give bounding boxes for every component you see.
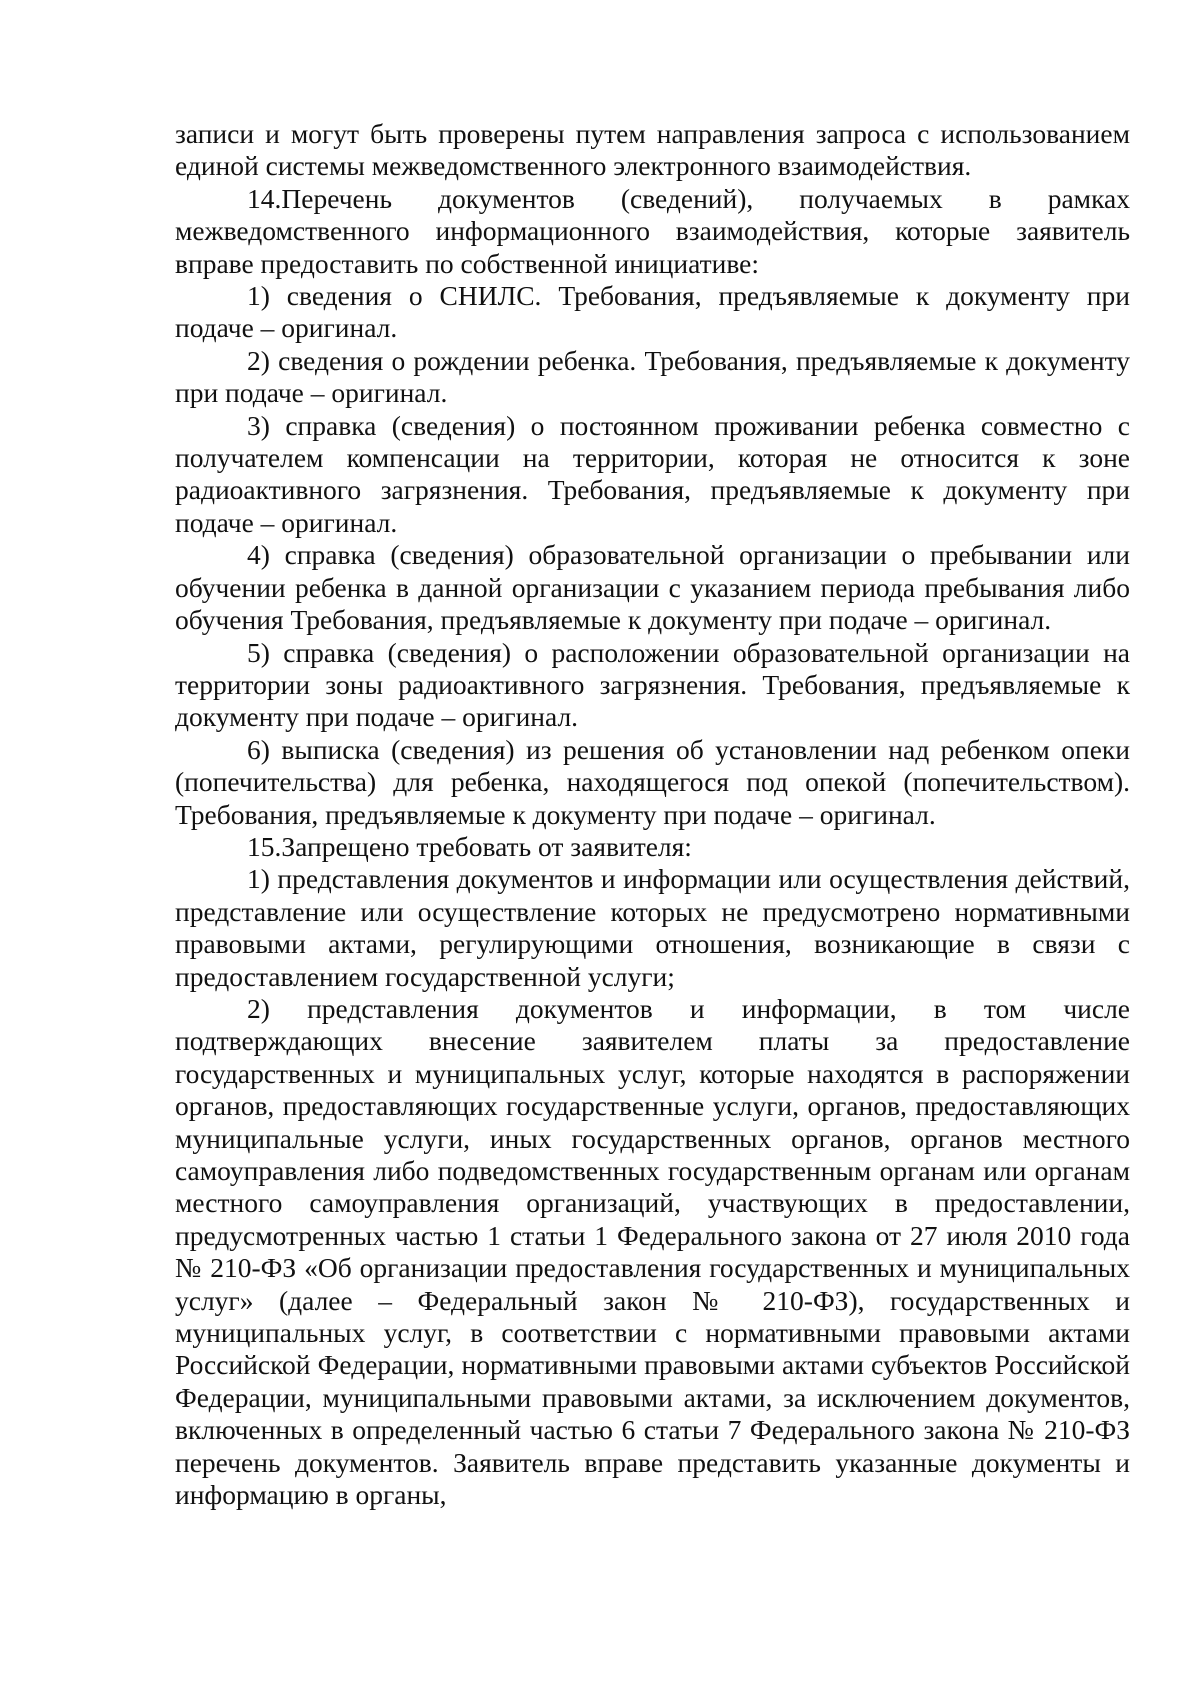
paragraph-list-item-5: 5) справка (сведения) о расположении образовательной организации на территории зоны радиоактивного загрязнения. Требования, предъявляемые к документу при подаче – оригинал.: [175, 636, 1130, 733]
paragraph-item-14: 14.Перечень документов (сведений), получаемых в рамках межведомственного информационного взаимодействия, которые заявитель вправе предоставить по собственной инициативе:: [175, 182, 1130, 279]
paragraph-prohibition-1: 1) представления документов и информации или осуществления действий, представление или осуществление которых не предусмотрено нормативными правовыми актами, регулирующими отношения, возникающие в связи с предоставлением государственной услуги;: [175, 863, 1130, 992]
paragraph-item-15: 15.Запрещено требовать от заявителя:: [247, 830, 692, 862]
paragraph-list-item-3: 3) справка (сведения) о постоянном проживании ребенка совместно с получателем компенсации на территории, которая не относится к зоне радиоактивного загрязнения. Требования, предъявляемые к документу при подаче – оригинал.: [175, 409, 1130, 538]
paragraph-continuation: записи и могут быть проверены путем направления запроса с использованием единой системы межведомственного электронного взаимодействия.: [175, 118, 1130, 182]
paragraph-list-item-1: 1) сведения о СНИЛС. Требования, предъявляемые к документу при подаче – оригинал.: [175, 280, 1130, 344]
paragraph-prohibition-2: 2) представления документов и информации, в том числе подтверждающих внесение заявителем платы за предоставление государственных и муниципальных услуг, которые находятся в распоряжении органов, предоставляющих государственные услуги, органов, предоставляющих муниципальные услуги, иных государственных органов, органов местного самоуправления либо подведомственных государственным органам или органам местного самоуправления организаций, участвующих в предоставлении, предусмотренных частью 1 статьи 1 Федерального закона от 27 июля 2010 года № 210-ФЗ «Об организации предоставления государственных и муниципальных услуг» (далее – Федеральный закон № 210-ФЗ), государственных и муниципальных услуг, в соответствии с нормативными правовыми актами Российской Федерации, нормативными правовыми актами субъектов Российской Федерации, муниципальными правовыми актами, за исключением документов, включенных в определенный частью 6 статьи 7 Федерального закона № 210-ФЗ перечень документов. Заявитель вправе представить указанные документы и информацию в органы,: [175, 992, 1130, 1511]
document-body: [175, 118, 1130, 1511]
paragraph-list-item-4: 4) справка (сведения) образовательной организации о пребывании или обучении ребенка в данной организации с указанием периода пребывания либо обучения Требования, предъявляемые к документу при подаче – оригинал.: [175, 539, 1130, 636]
paragraph-list-item-2: 2) сведения о рождении ребенка. Требования, предъявляемые к документу при подаче – оригинал.: [175, 344, 1130, 409]
paragraph-list-item-6: 6) выписка (сведения) из решения об установлении над ребенком опеки (попечительства) для ребенка, находящегося под опекой (попечительством). Требования, предъявляемые к документу при подаче – оригинал.: [175, 733, 1130, 830]
